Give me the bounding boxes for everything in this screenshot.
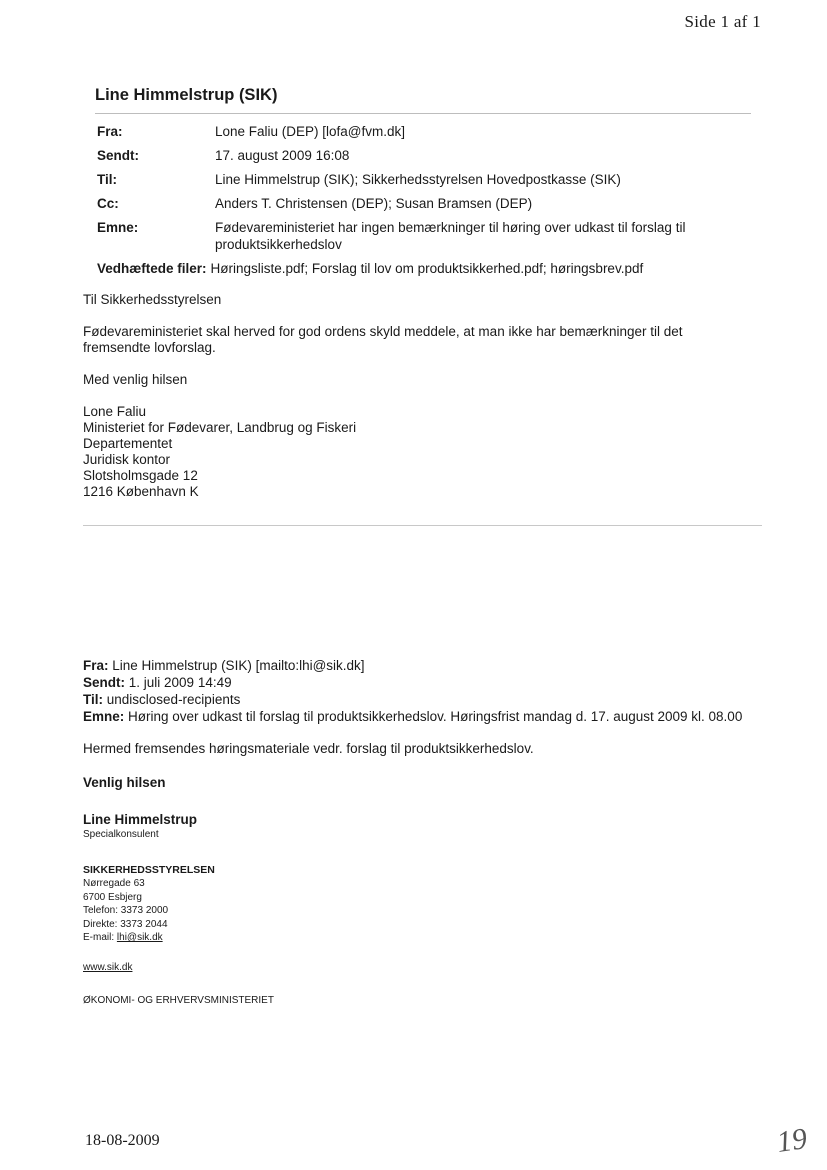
signature-line: Lone Faliu xyxy=(83,404,147,419)
subject-label: Emne: xyxy=(97,220,139,235)
signature-line: Juridisk kontor xyxy=(83,452,171,467)
fwd-name: Line Himmelstrup xyxy=(83,812,198,827)
fwd-direct: Direkte: 3373 2044 xyxy=(83,918,168,930)
fwd-sent-value: 1. juli 2009 14:49 xyxy=(128,675,232,690)
from-value: Lone Faliu (DEP) [lofa@fvm.dk] xyxy=(215,124,406,139)
cc-value: Anders T. Christensen (DEP); Susan Bramsen (DEP) xyxy=(215,196,533,211)
attachments-label: Vedhæftede filer: xyxy=(97,261,207,276)
fwd-from xyxy=(83,657,743,674)
sent-value: 17. august 2009 16:08 xyxy=(215,148,350,163)
footer-date: 18-08-2009 xyxy=(85,1132,160,1149)
fwd-intro: Hermed fremsendes høringsmateriale vedr. forslag til produktsikkerhedslov. xyxy=(83,741,534,756)
fwd-greeting: Venlig hilsen xyxy=(83,775,166,790)
email-link[interactable]: lhi@sik.dk xyxy=(116,932,163,943)
fwd-to-value: undisclosed-recipients xyxy=(106,692,241,707)
fwd-sent xyxy=(83,674,743,691)
signature-line: Slotsholmsgade 12 xyxy=(83,468,198,483)
page-label: Side 1 af 1 xyxy=(684,12,761,31)
from-label: Fra: xyxy=(97,124,123,139)
subject-value: Fødevareministeriet har ingen bemærkninger til høring over udkast til forslag til produktsikkerhedslov xyxy=(215,220,686,252)
sent-row xyxy=(97,147,717,164)
fwd-subject-value: Høring over udkast til forslag til produktsikkerhedslov. Høringsfrist mandag d. 17. august 2009 kl. 08.00 xyxy=(128,709,743,724)
fwd-website-line xyxy=(83,961,743,975)
from-row xyxy=(97,123,717,140)
cc-row xyxy=(97,195,717,212)
message: Fødevareministeriet skal herved for god ordens skyld meddele, at man ikke har bemærkninger til det fremsendte lovforslag. xyxy=(83,324,683,355)
fwd-ministry: ØKONOMI- OG ERHVERVSMINISTERIET xyxy=(83,995,274,1006)
fwd-subject-label: Emne: xyxy=(83,709,125,724)
fwd-to-label: Til: xyxy=(83,692,103,707)
fwd-from-value: Line Himmelstrup (SIK) [mailto:lhi@sik.dk] xyxy=(112,658,365,673)
email-header xyxy=(97,123,717,284)
closing: Med venlig hilsen xyxy=(83,372,188,387)
to-label: Til: xyxy=(97,172,117,187)
handwritten-page-number: 19 xyxy=(774,1122,810,1159)
salutation: Til Sikkerhedsstyrelsen xyxy=(83,292,222,307)
fwd-email-label: E-mail: xyxy=(83,932,117,943)
divider xyxy=(95,113,751,114)
website-link[interactable]: www.sik.dk xyxy=(83,961,133,973)
attachments-value: Høringsliste.pdf; Forslag til lov om produktsikkerhed.pdf; høringsbrev.pdf xyxy=(210,261,644,276)
to-value: Line Himmelstrup (SIK); Sikkerhedsstyrelsen Hovedpostkasse (SIK) xyxy=(215,172,621,187)
fwd-sent-label: Sendt: xyxy=(83,675,125,690)
divider xyxy=(83,525,762,526)
fwd-org: SIKKERHEDSSTYRELSEN xyxy=(83,863,215,876)
fwd-role: Specialkonsulent xyxy=(83,829,159,840)
fwd-city: 6700 Esbjerg xyxy=(83,891,142,903)
fwd-to xyxy=(83,691,743,708)
email-body xyxy=(83,292,743,500)
attachments-row xyxy=(97,260,717,277)
cc-label: Cc: xyxy=(97,196,119,211)
signature-line: 1216 København K xyxy=(83,484,199,499)
sender-title: Line Himmelstrup (SIK) xyxy=(95,86,278,104)
to-row xyxy=(97,171,717,188)
fwd-phone: Telefon: 3373 2000 xyxy=(83,905,169,916)
fwd-email-line xyxy=(83,931,743,945)
fwd-from-label: Fra: xyxy=(83,658,109,673)
signature-line: Departementet xyxy=(83,436,173,451)
forwarded-message xyxy=(83,657,743,1008)
subject-row xyxy=(97,219,717,253)
fwd-subject xyxy=(83,708,743,725)
sent-label: Sendt: xyxy=(97,148,139,163)
fwd-street: Nørregade 63 xyxy=(83,878,145,889)
signature-line: Ministeriet for Fødevarer, Landbrug og Fiskeri xyxy=(83,420,357,435)
signature-block xyxy=(83,404,743,500)
